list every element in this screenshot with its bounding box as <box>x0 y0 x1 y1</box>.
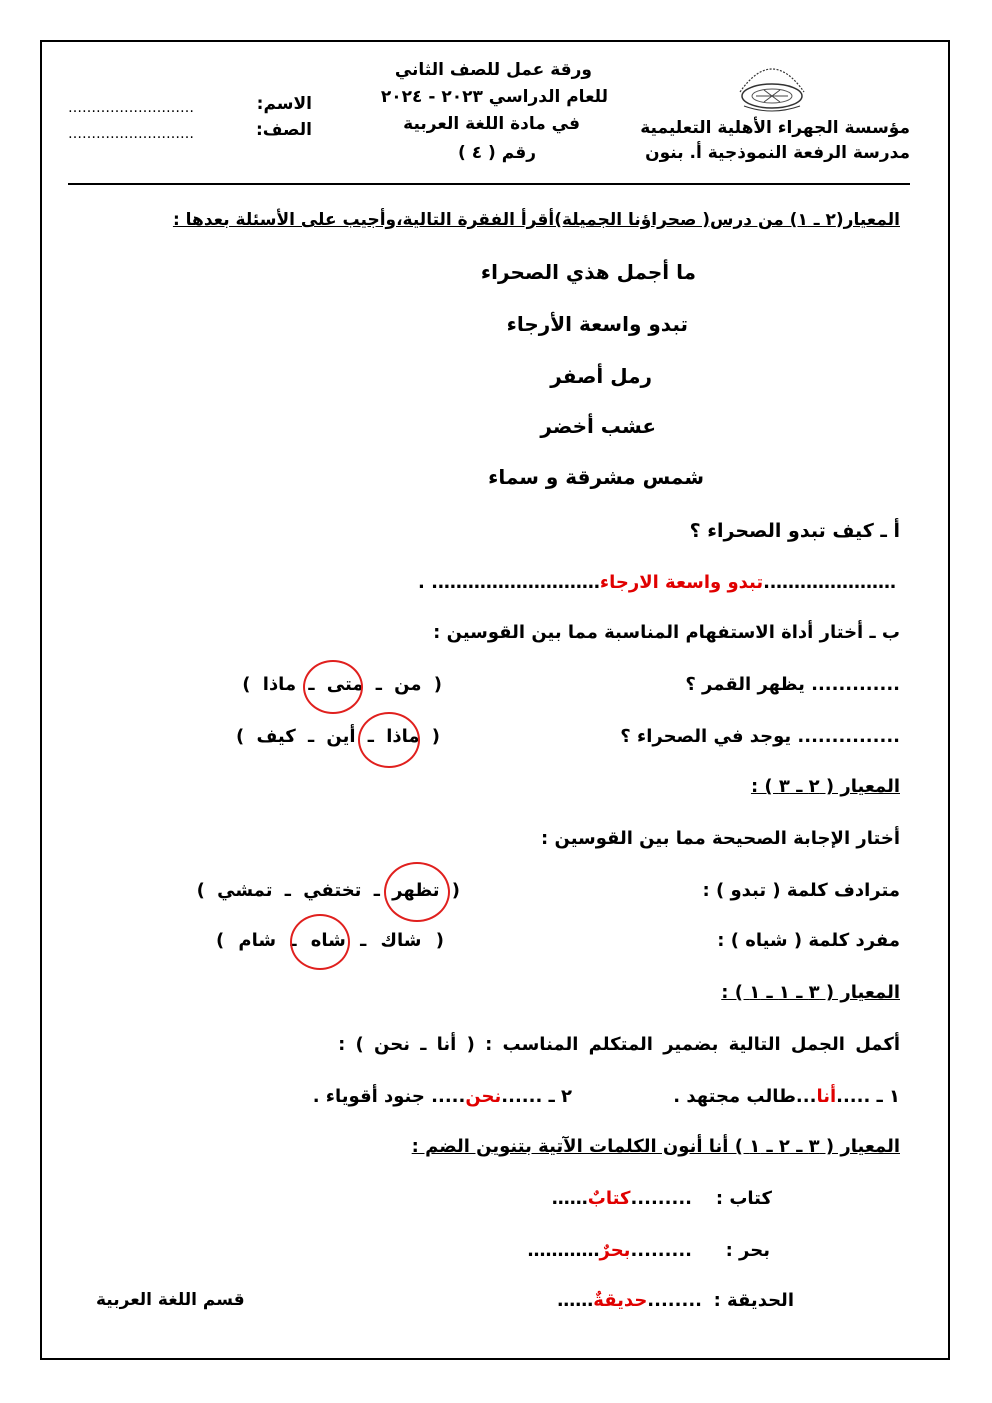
question-b2: ............... يوجد في الصحراء ؟ <box>620 726 900 747</box>
question-b1: ............. يظهر القمر ؟ <box>685 674 900 695</box>
word-1-answer: كتابٌ <box>587 1188 631 1209</box>
section2-heading: المعيار ( ٢ ـ ٣ ) : <box>750 776 900 797</box>
word-3-answer: حديقةٌ <box>593 1290 648 1311</box>
word-1-label: كتاب : <box>715 1188 772 1209</box>
word-3-answer-line <box>557 1290 702 1311</box>
answer-circle-mata <box>303 660 363 714</box>
section3-instruction: أكمل الجمل التالية بضمير المتكلم المناسب : ( أنا ـ نحن ) : <box>338 1034 900 1055</box>
answer-circle-tazhar <box>384 862 450 922</box>
word-3-dots-start: ........ <box>647 1290 702 1311</box>
worksheet-title: ورقة عمل للصف الثاني <box>394 60 592 80</box>
section3-heading: المعيار ( ٣ ـ ١ ـ ١ ) : <box>721 982 900 1003</box>
word-2-answer: بحرٌ <box>599 1240 631 1261</box>
answer-a-dots-end: ………………………. . <box>417 572 600 593</box>
section2-question-1-options: ( تظهر ـ تختفي ـ تمشي ) <box>196 880 460 901</box>
poem-line-3: رمل أصفر <box>550 364 652 388</box>
answer-circle-shah <box>290 914 350 970</box>
sentence-2 <box>313 1086 572 1107</box>
sentence-1-answer: أنا <box>816 1086 837 1107</box>
class-field[interactable]: ……………………… <box>68 126 194 142</box>
subject: في مادة اللغة العربية <box>403 114 580 134</box>
poem-line-4: عشب أخضر <box>540 414 656 438</box>
word-2-answer-line <box>528 1240 692 1261</box>
section2-question-1: مترادف كلمة ( تبدو ) : <box>702 880 900 901</box>
sentence-2-end: ..... جنود أقوياء . <box>312 1086 466 1107</box>
word-3-dots-end: …… <box>557 1290 594 1311</box>
section1-heading: المعيار(٢ ـ ١) من درس( صحراؤنا الجميلة)أقرأ الفقرة التالية،وأجيب على الأسئلة بعدها : <box>172 210 900 230</box>
poem-line-5: شمس مشرقة و سماء <box>488 465 704 489</box>
section2-instruction: أختار الإجابة الصحيحة مما بين القوسين : <box>541 828 900 849</box>
poem-line-2: تبدو واسعة الأرجاء <box>506 312 688 336</box>
section2-question-2: مفرد كلمة ( شياه ) : <box>717 930 900 951</box>
sentence-1-end: ...طالب مجتهد . <box>673 1086 817 1107</box>
sentence-1 <box>673 1086 900 1107</box>
page-frame <box>40 40 950 1360</box>
word-2-dots-start: ......... <box>630 1240 692 1261</box>
class-label: الصف: <box>255 120 312 140</box>
answer-a-dots-start: …………………. <box>763 572 896 593</box>
school-name: مدرسة الرفعة النموذجية أ. بنون <box>645 143 910 163</box>
poem-line-1: ما أجمل هذي الصحراء <box>480 260 696 284</box>
school-org: مؤسسة الجهراء الأهلية التعليمية <box>640 118 910 138</box>
school-year: للعام الدراسي ٢٠٢٣ - ٢٠٢٤ <box>380 87 608 107</box>
word-2-label: بحر : <box>725 1240 770 1261</box>
question-a: أ ـ كيف تبدو الصحراء ؟ <box>689 520 900 542</box>
question-b: ب ـ أختار أداة الاستفهام المناسبة مما بين القوسين : <box>433 622 900 643</box>
school-logo-icon <box>722 52 822 114</box>
name-field[interactable]: ……………………… <box>68 100 194 116</box>
sentence-2-start: ٢ ـ ...... <box>501 1086 572 1107</box>
sentence-2-answer: نحن <box>465 1086 502 1107</box>
answer-circle-matha <box>358 712 420 768</box>
worksheet-number: رقم ( ٤ ) <box>458 143 536 163</box>
word-3-label: الحديقة : <box>713 1290 794 1311</box>
question-b1-options: ( من ـ متى ـ ماذا ) <box>242 674 442 695</box>
section2-question-2-options: ( شاك ـ شاه ـ شام ) <box>215 930 444 951</box>
answer-a-text: تبدو واسعة الارجاء <box>599 572 764 593</box>
word-1-answer-line <box>552 1188 692 1209</box>
word-1-dots-start: ......... <box>630 1188 692 1209</box>
word-1-dots-end: …… <box>551 1188 588 1209</box>
word-2-dots-end: ………… <box>527 1240 600 1261</box>
name-label: الاسم: <box>256 94 312 114</box>
section4-heading: المعيار ( ٣ ـ ٢ ـ ١ ) أنا أنون الكلمات الآتية بتنوين الضم : <box>411 1136 900 1157</box>
footer-department: قسم اللغة العربية <box>96 1290 245 1310</box>
sentence-1-start: ١ ـ ..... <box>836 1086 900 1107</box>
question-b2-options: ( ماذا ـ أين ـ كيف ) <box>235 726 440 747</box>
answer-a-line <box>418 572 896 593</box>
header-divider <box>68 183 910 185</box>
